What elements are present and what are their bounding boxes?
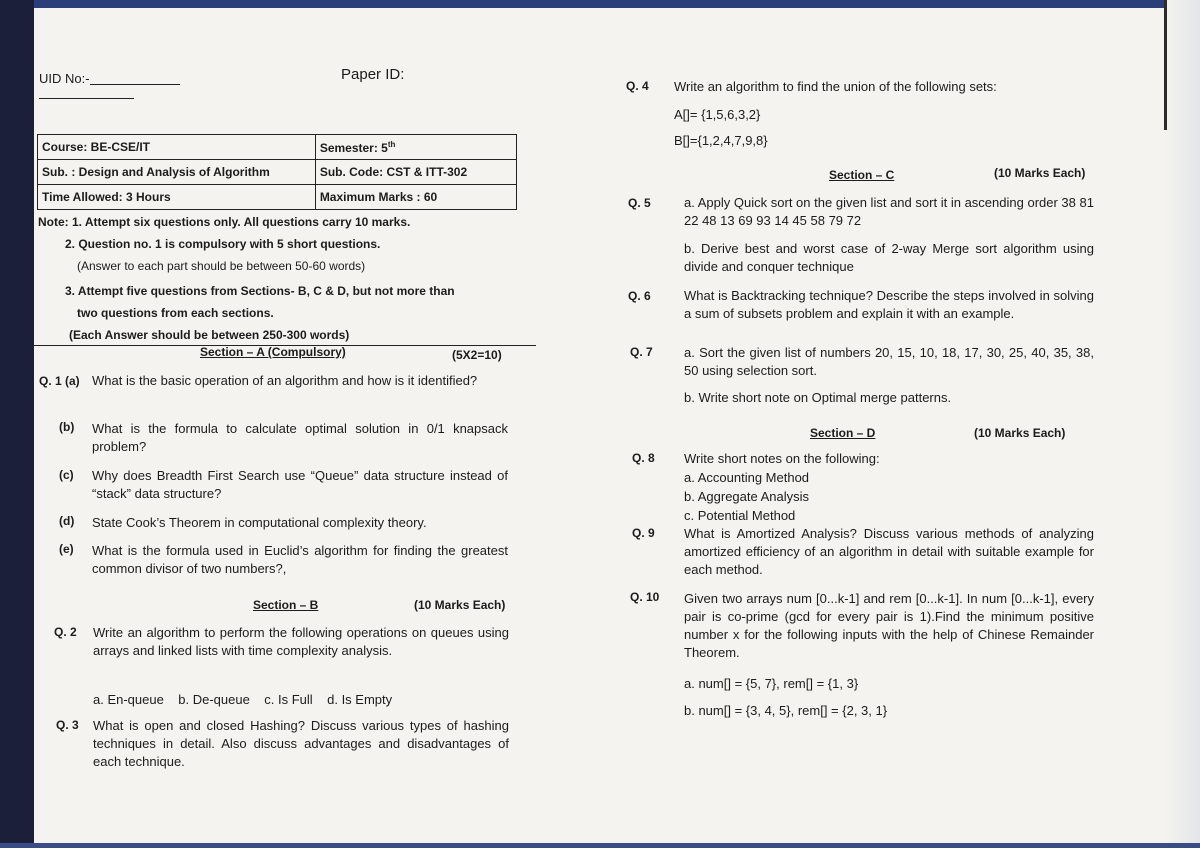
left-edge	[0, 0, 34, 848]
top-edge	[0, 0, 1200, 8]
uid-line	[90, 84, 180, 85]
q6-text: What is Backtracking technique? Describe the steps involved in solving a sum of subsets problem and explain it with an example.	[684, 288, 1094, 321]
section-d-title: Section – D	[810, 426, 876, 440]
q10-label: Q. 10	[630, 590, 660, 604]
q1c-text: Why does Breadth First Search use “Queue” data structure instead of “stack” data structure?	[92, 468, 508, 501]
course-cell: Course: BE-CSE/IT	[38, 135, 316, 160]
q8b-text: b. Aggregate Analysis	[684, 489, 810, 504]
q1-label: Q. 1 (a)	[39, 374, 80, 388]
section-c-title: Section – C	[829, 168, 895, 182]
q3-label: Q. 3	[56, 718, 79, 732]
q7b-text: b. Write short note on Optimal merge patterns.	[684, 390, 952, 405]
section-a-marks: (5X2=10)	[452, 348, 502, 362]
q5b-text: b. Derive best and worst case of 2-way Merge sort algorithm using divide and conquer technique	[684, 241, 1094, 274]
note-line-3: (Answer to each part should be between 50-60 words)	[77, 259, 366, 273]
q8-text: Write short notes on the following:	[684, 451, 880, 466]
q1a-text: What is the basic operation of an algorithm and how is it identified?	[92, 373, 478, 388]
q1d-text: State Cook’s Theorem in computational complexity theory.	[92, 515, 427, 530]
note-line-5: two questions from each sections.	[77, 306, 274, 320]
q4-label: Q. 4	[626, 79, 649, 93]
subcode-cell: Sub. Code: CST & ITT-302	[315, 160, 516, 185]
q1e-text: What is the formula used in Euclid’s algorithm for finding the greatest common divisor of two numbers?,	[92, 543, 508, 576]
q6-label: Q. 6	[628, 289, 651, 303]
maxmarks-cell: Maximum Marks : 60	[315, 185, 516, 210]
course-info-table	[37, 134, 517, 210]
q2-text: Write an algorithm to perform the following operations on queues using arrays and linked lists with time complexity analysis.	[93, 625, 509, 658]
uid-line-2	[39, 98, 134, 99]
subject-cell: Sub. : Design and Analysis of Algorithm	[38, 160, 316, 185]
note-line-2: 2. Question no. 1 is compulsory with 5 short questions.	[65, 237, 381, 251]
section-d-marks: (10 Marks Each)	[974, 426, 1066, 440]
q5-label: Q. 5	[628, 196, 651, 210]
q9-label: Q. 9	[632, 526, 655, 540]
q7a-text: a. Sort the given list of numbers 20, 15, 10, 18, 17, 30, 25, 40, 35, 38, 50 using selection sort.	[684, 345, 1094, 378]
q10b-text: b. num[] = {3, 4, 5}, rem[] = {2, 3, 1}	[684, 703, 888, 718]
paper-id-label: Paper ID:	[341, 66, 405, 83]
note-line-4: 3. Attempt five questions from Sections- B, C & D, but not more than	[65, 284, 455, 298]
q8-label: Q. 8	[632, 451, 655, 465]
section-b-title: Section – B	[253, 598, 319, 612]
q3-text: What is open and closed Hashing? Discuss various types of hashing techniques in detail. Also discuss advantages and disadvantages of each technique.	[93, 718, 509, 769]
q4-text: Write an algorithm to find the union of the following sets:	[674, 79, 997, 94]
note-line-6: (Each Answer should be between 250-300 words)	[69, 328, 350, 342]
q2-options: a. En-queue b. De-queue c. Is Full d. Is Empty	[93, 692, 393, 707]
q4-set-a: A[]= {1,5,6,3,2}	[674, 107, 761, 122]
q7-label: Q. 7	[630, 345, 653, 359]
right-edge	[1164, 0, 1200, 848]
semester-cell: Semester: 5th	[315, 135, 516, 160]
q1c-label: (c)	[59, 468, 74, 482]
q10-text: Given two arrays num [0...k-1] and rem [0...k-1]. In num [0...k-1], every pair is co-prime (gcd for every pair is 1).Find the minimum positive number x for the following inputs with the help of Chinese Remainder Theorem.	[684, 591, 1094, 660]
section-c-marks: (10 Marks Each)	[994, 166, 1086, 180]
uid-label: UID No:-	[39, 71, 90, 86]
q1d-label: (d)	[59, 514, 75, 528]
q4-set-b: B[]={1,2,4,7,9,8}	[674, 133, 768, 148]
q2-label: Q. 2	[54, 625, 77, 639]
section-a-title: Section – A (Compulsory)	[200, 345, 346, 359]
q1b-text: What is the formula to calculate optimal solution in 0/1 knapsack problem?	[92, 421, 508, 454]
exam-paper	[34, 8, 1164, 843]
time-cell: Time Allowed: 3 Hours	[38, 185, 316, 210]
section-b-marks: (10 Marks Each)	[414, 598, 506, 612]
q8a-text: a. Accounting Method	[684, 470, 810, 485]
q1b-label: (b)	[59, 420, 75, 434]
q9-text: What is Amortized Analysis? Discuss various methods of analyzing amortized efficiency of an algorithm in detail with suitable example for each method.	[684, 526, 1094, 577]
q1e-label: (e)	[59, 542, 74, 556]
note-line-1: Note: 1. Attempt six questions only. All questions carry 10 marks.	[38, 215, 411, 229]
q10a-text: a. num[] = {5, 7}, rem[] = {1, 3}	[684, 676, 859, 691]
q5a-text: a. Apply Quick sort on the given list and sort it in ascending order 38 81 22 48 13 69 93 14 45 58 79 72	[684, 195, 1094, 228]
bottom-edge	[0, 843, 1200, 848]
q8c-text: c. Potential Method	[684, 508, 796, 523]
